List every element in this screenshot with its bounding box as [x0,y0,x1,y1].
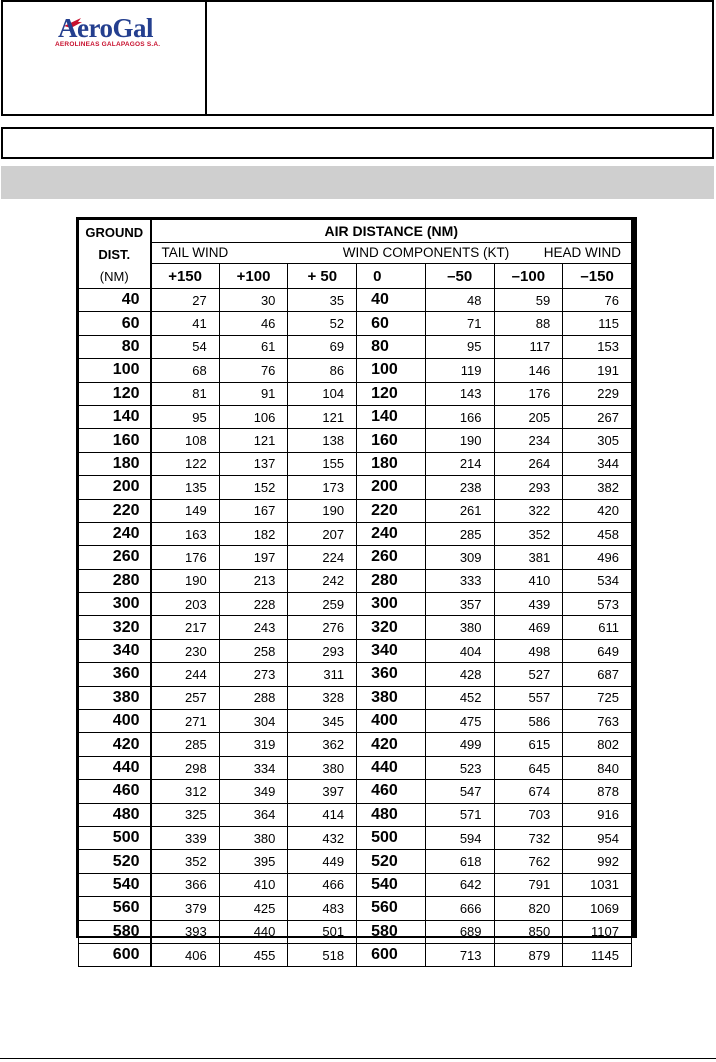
table-row [79,359,632,382]
table-row [79,780,632,803]
air-distance-cell: 121 [288,405,357,428]
air-distance-cell: 242 [288,569,357,592]
air-distance-cell: 213 [219,569,288,592]
zero-wind-cell: 180 [357,452,426,475]
air-distance-cell: 380 [288,756,357,779]
wind-column-header: 0 [357,264,426,289]
air-distance-cell: 46 [219,312,288,335]
table-row [79,943,632,966]
air-distance-cell: 404 [425,639,494,662]
ground-distance-cell: 120 [79,382,151,405]
zero-wind-cell: 500 [357,826,426,849]
air-distance-cell: 264 [494,452,563,475]
document-header [1,0,714,116]
table-row [79,663,632,686]
ground-distance-cell: 600 [79,943,151,966]
air-distance-cell: 59 [494,289,563,312]
zero-wind-cell: 60 [357,312,426,335]
zero-wind-cell: 300 [357,593,426,616]
wind-column-header: +100 [219,264,288,289]
air-distance-cell: 95 [151,405,220,428]
table-row [79,710,632,733]
table-row [79,686,632,709]
air-distance-cell: 115 [563,312,632,335]
row-header-line: (NM) [99,269,129,284]
air-distance-cell: 203 [151,593,220,616]
air-distance-cell: 244 [151,663,220,686]
ground-distance-cell: 460 [79,780,151,803]
air-distance-cell: 762 [494,850,563,873]
ground-distance-header [79,220,151,289]
air-distance-cell: 91 [219,382,288,405]
air-distance-cell: 54 [151,335,220,358]
air-distance-cell: 1069 [563,897,632,920]
table-row [79,756,632,779]
air-distance-cell: 428 [425,663,494,686]
ground-distance-cell: 300 [79,593,151,616]
air-distance-title: AIR DISTANCE (NM) [151,220,632,243]
air-distance-cell: 345 [288,710,357,733]
air-distance-cell: 496 [563,546,632,569]
air-distance-cell: 293 [494,476,563,499]
air-distance-cell: 362 [288,733,357,756]
air-distance-cell: 311 [288,663,357,686]
ground-distance-cell: 440 [79,756,151,779]
air-distance-cell: 458 [563,522,632,545]
air-distance-cell: 395 [219,850,288,873]
air-distance-cell: 344 [563,452,632,475]
air-distance-cell: 88 [494,312,563,335]
zero-wind-cell: 580 [357,920,426,943]
zero-wind-cell: 220 [357,499,426,522]
air-distance-cell: 466 [288,873,357,896]
table-row [79,733,632,756]
zero-wind-cell: 360 [357,663,426,686]
air-distance-cell: 449 [288,850,357,873]
air-distance-cell: 258 [219,639,288,662]
table-row [79,382,632,405]
air-distance-cell: 523 [425,756,494,779]
air-distance-cell: 197 [219,546,288,569]
zero-wind-cell: 260 [357,546,426,569]
air-distance-cell: 666 [425,897,494,920]
ground-distance-cell: 420 [79,733,151,756]
air-distance-cell: 642 [425,873,494,896]
air-distance-cell: 534 [563,569,632,592]
ground-distance-cell: 500 [79,826,151,849]
air-distance-cell: 420 [563,499,632,522]
air-distance-cell: 455 [219,943,288,966]
zero-wind-cell: 540 [357,873,426,896]
air-distance-cell: 190 [425,429,494,452]
air-distance-cell: 1031 [563,873,632,896]
air-distance-cell: 176 [151,546,220,569]
ground-distance-cell: 40 [79,289,151,312]
air-distance-cell: 364 [219,803,288,826]
air-distance-cell: 410 [219,873,288,896]
zero-wind-cell: 480 [357,803,426,826]
table-row [79,803,632,826]
zero-wind-cell: 400 [357,710,426,733]
air-distance-cell: 155 [288,452,357,475]
air-distance-cell: 191 [563,359,632,382]
air-distance-cell: 167 [219,499,288,522]
air-distance-cell: 366 [151,873,220,896]
ground-distance-cell: 480 [79,803,151,826]
air-distance-cell: 649 [563,639,632,662]
air-distance-cell: 527 [494,663,563,686]
air-distance-cell: 190 [288,499,357,522]
row-header-line: GROUND [85,225,144,240]
air-distance-cell: 52 [288,312,357,335]
air-distance-cell: 381 [494,546,563,569]
table-row [79,639,632,662]
ground-distance-cell: 220 [79,499,151,522]
air-distance-cell: 285 [151,733,220,756]
air-distance-cell: 339 [151,826,220,849]
zero-wind-cell: 340 [357,639,426,662]
air-distance-cell: 820 [494,897,563,920]
air-distance-cell: 69 [288,335,357,358]
air-distance-cell: 440 [219,920,288,943]
head-wind-label: HEAD WIND [543,245,621,261]
air-distance-cell: 163 [151,522,220,545]
air-distance-cell: 674 [494,780,563,803]
air-distance-cell: 95 [425,335,494,358]
zero-wind-cell: 380 [357,686,426,709]
table-row [79,452,632,475]
air-distance-cell: 257 [151,686,220,709]
table-row [79,522,632,545]
air-distance-cell: 166 [425,405,494,428]
air-distance-cell: 288 [219,686,288,709]
air-distance-cell: 352 [494,522,563,545]
air-distance-cell: 703 [494,803,563,826]
ground-distance-cell: 260 [79,546,151,569]
air-distance-cell: 594 [425,826,494,849]
air-distance-cell: 1145 [563,943,632,966]
air-distance-cell: 802 [563,733,632,756]
air-distance-cell: 501 [288,920,357,943]
ground-distance-cell: 280 [79,569,151,592]
air-distance-cell: 312 [151,780,220,803]
air-distance-cell: 273 [219,663,288,686]
air-distance-cell: 259 [288,593,357,616]
air-distance-cell: 153 [563,335,632,358]
air-distance-cell: 27 [151,289,220,312]
air-distance-cell: 725 [563,686,632,709]
table-row [79,546,632,569]
air-distance-cell: 618 [425,850,494,873]
footer-rule [0,1058,716,1059]
table-row [79,873,632,896]
air-distance-cell: 121 [219,429,288,452]
air-distance-cell: 382 [563,476,632,499]
air-distance-cell: 557 [494,686,563,709]
wind-column-header: –100 [494,264,563,289]
ground-distance-cell: 400 [79,710,151,733]
air-distance-cell: 298 [151,756,220,779]
air-distance-cell: 81 [151,382,220,405]
header-title-cell [207,2,712,114]
table-row [79,593,632,616]
air-distance-cell: 229 [563,382,632,405]
section-band [1,166,714,199]
air-distance-cell: 190 [151,569,220,592]
air-distance-cell: 469 [494,616,563,639]
air-distance-cell: 41 [151,312,220,335]
air-distance-cell: 791 [494,873,563,896]
zero-wind-cell: 520 [357,850,426,873]
air-distance-cell: 992 [563,850,632,873]
air-distance-cell: 261 [425,499,494,522]
air-distance-cell: 425 [219,897,288,920]
zero-wind-cell: 280 [357,569,426,592]
air-distance-cell: 305 [563,429,632,452]
air-distance-cell: 498 [494,639,563,662]
zero-wind-cell: 140 [357,405,426,428]
table-row [79,499,632,522]
table-row [79,405,632,428]
zero-wind-cell: 100 [357,359,426,382]
ground-distance-cell: 200 [79,476,151,499]
table-row [79,476,632,499]
ground-distance-cell: 160 [79,429,151,452]
ground-distance-cell: 60 [79,312,151,335]
air-distance-cell: 687 [563,663,632,686]
table-row [79,289,632,312]
table-body [79,289,632,967]
air-distance-cell: 916 [563,803,632,826]
zero-wind-cell: 600 [357,943,426,966]
air-distance-cell: 432 [288,826,357,849]
air-distance-cell: 271 [151,710,220,733]
air-distance-cell: 35 [288,289,357,312]
air-distance-cell: 1107 [563,920,632,943]
air-distance-cell: 149 [151,499,220,522]
air-distance-cell: 108 [151,429,220,452]
table-row [79,850,632,873]
air-distance-cell: 304 [219,710,288,733]
air-distance-cell: 850 [494,920,563,943]
row-header-line: DIST. [98,247,131,262]
subject-bar [1,127,714,159]
wind-components-label: WIND COMPONENTS (KT) [342,245,510,261]
air-distance-cell: 380 [219,826,288,849]
logo-cell [3,2,207,114]
table-row [79,616,632,639]
air-distance-cell: 713 [425,943,494,966]
logo-wordmark: AeroGal [58,13,153,43]
table-row [79,312,632,335]
air-distance-cell: 483 [288,897,357,920]
air-distance-cell: 68 [151,359,220,382]
air-distance-cell: 176 [494,382,563,405]
air-distance-cell: 224 [288,546,357,569]
zero-wind-cell: 40 [357,289,426,312]
air-distance-cell: 182 [219,522,288,545]
air-distance-cell: 325 [151,803,220,826]
air-distance-cell: 238 [425,476,494,499]
air-distance-cell: 689 [425,920,494,943]
ground-distance-cell: 80 [79,335,151,358]
air-distance-cell: 138 [288,429,357,452]
table-row [79,897,632,920]
air-distance-cell: 573 [563,593,632,616]
table-row [79,429,632,452]
air-distance-cell: 293 [288,639,357,662]
air-distance-cell: 879 [494,943,563,966]
air-distance-cell: 406 [151,943,220,966]
air-distance-cell: 276 [288,616,357,639]
wind-column-header: –150 [563,264,632,289]
air-distance-cell: 135 [151,476,220,499]
air-distance-cell: 152 [219,476,288,499]
air-distance-cell: 117 [494,335,563,358]
air-distance-cell: 499 [425,733,494,756]
air-distance-cell: 137 [219,452,288,475]
air-distance-cell: 380 [425,616,494,639]
ground-distance-cell: 360 [79,663,151,686]
air-distance-cell: 357 [425,593,494,616]
wind-column-header: +150 [151,264,220,289]
zero-wind-cell: 160 [357,429,426,452]
air-distance-cell: 352 [151,850,220,873]
air-distance-cell: 76 [219,359,288,382]
ground-distance-cell: 180 [79,452,151,475]
zero-wind-cell: 120 [357,382,426,405]
air-distance-cell: 393 [151,920,220,943]
air-distance-table [76,217,637,964]
ground-distance-cell: 140 [79,405,151,428]
zero-wind-cell: 440 [357,756,426,779]
air-distance-cell: 349 [219,780,288,803]
air-distance-cell: 285 [425,522,494,545]
air-distance-cell: 763 [563,710,632,733]
table-row [79,335,632,358]
air-distance-cell: 878 [563,780,632,803]
zero-wind-cell: 240 [357,522,426,545]
air-distance-cell: 243 [219,616,288,639]
air-distance-cell: 334 [219,756,288,779]
ground-distance-cell: 560 [79,897,151,920]
air-distance-cell: 414 [288,803,357,826]
ground-distance-cell: 520 [79,850,151,873]
air-distance-cell: 48 [425,289,494,312]
air-distance-cell: 143 [425,382,494,405]
air-distance-cell: 228 [219,593,288,616]
air-distance-cell: 615 [494,733,563,756]
wind-column-header: + 50 [288,264,357,289]
air-distance-cell: 173 [288,476,357,499]
ground-distance-cell: 580 [79,920,151,943]
air-distance-cell: 122 [151,452,220,475]
zero-wind-cell: 420 [357,733,426,756]
air-distance-cell: 104 [288,382,357,405]
ground-distance-cell: 320 [79,616,151,639]
wind-column-header: –50 [425,264,494,289]
air-distance-cell: 954 [563,826,632,849]
air-distance-cell: 76 [563,289,632,312]
air-distance-cell: 71 [425,312,494,335]
air-distance-cell: 611 [563,616,632,639]
air-distance-cell: 518 [288,943,357,966]
air-distance-cell: 439 [494,593,563,616]
air-distance-cell: 214 [425,452,494,475]
ground-distance-cell: 540 [79,873,151,896]
air-distance-cell: 397 [288,780,357,803]
ground-distance-cell: 380 [79,686,151,709]
air-distance-cell: 234 [494,429,563,452]
table-row [79,826,632,849]
zero-wind-cell: 200 [357,476,426,499]
table-row [79,569,632,592]
air-distance-cell: 475 [425,710,494,733]
air-distance-cell: 106 [219,405,288,428]
air-distance-cell: 146 [494,359,563,382]
zero-wind-cell: 80 [357,335,426,358]
air-distance-cell: 267 [563,405,632,428]
air-distance-cell: 230 [151,639,220,662]
ground-distance-cell: 240 [79,522,151,545]
air-distance-cell: 410 [494,569,563,592]
air-distance-cell: 571 [425,803,494,826]
air-distance-cell: 119 [425,359,494,382]
air-distance-cell: 586 [494,710,563,733]
air-distance-cell: 547 [425,780,494,803]
air-distance-cell: 333 [425,569,494,592]
wind-components-row [151,242,632,264]
ground-distance-cell: 100 [79,359,151,382]
air-distance-cell: 322 [494,499,563,522]
air-distance-cell: 840 [563,756,632,779]
zero-wind-cell: 320 [357,616,426,639]
logo-tagline: AEROLINEAS GALAPAGOS S.A. [55,41,161,48]
air-distance-cell: 86 [288,359,357,382]
air-distance-cell: 30 [219,289,288,312]
air-distance-cell: 207 [288,522,357,545]
wind-column-header-row [79,264,632,289]
zero-wind-cell: 560 [357,897,426,920]
air-distance-cell: 645 [494,756,563,779]
air-distance-cell: 205 [494,405,563,428]
air-distance-cell: 309 [425,546,494,569]
ground-distance-cell: 340 [79,639,151,662]
air-distance-cell: 319 [219,733,288,756]
air-distance-cell: 379 [151,897,220,920]
air-distance-cell: 452 [425,686,494,709]
air-distance-cell: 328 [288,686,357,709]
tail-wind-label: TAIL WIND [161,245,229,261]
table-row [79,920,632,943]
zero-wind-cell: 460 [357,780,426,803]
air-distance-cell: 732 [494,826,563,849]
air-distance-cell: 217 [151,616,220,639]
air-distance-cell: 61 [219,335,288,358]
